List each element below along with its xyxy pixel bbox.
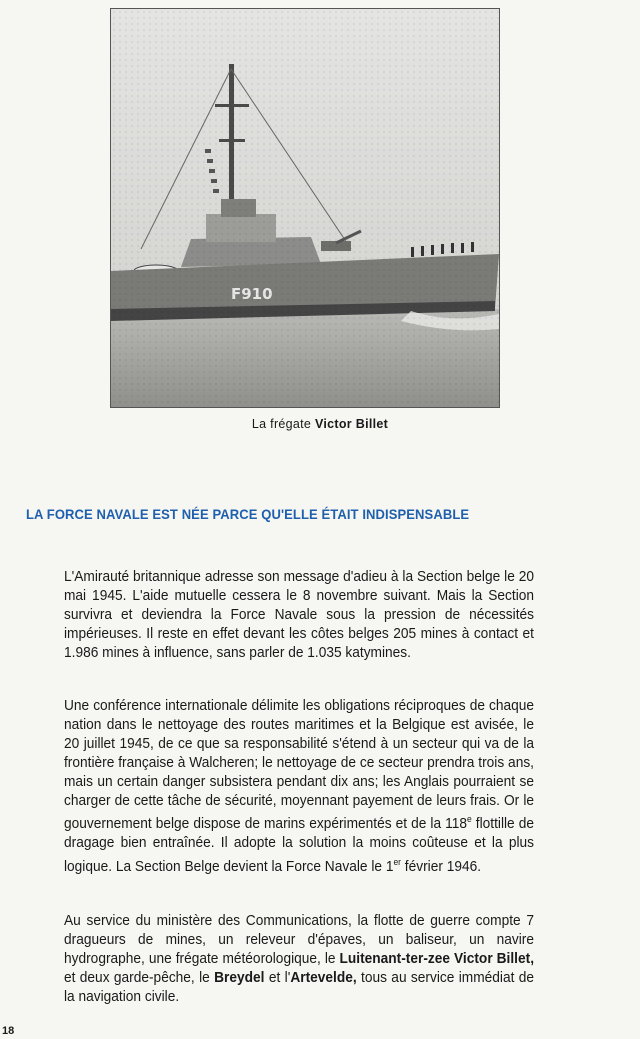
paragraph-3-text-e: tous au service immédiat de la navigation civile. [64,969,535,1005]
paragraph-2-text-c: février 1946. [400,858,482,875]
caption-ship-name: Victor Billet [314,417,389,431]
paragraph-3-text-a: Au service du ministère des Communications, la flotte de guerre compte 7 dragueurs de mines, un releveur d'épaves, un baliseur, un navire hydrographe, une frégate météorologique, le [64,913,534,967]
photo-caption [0,417,640,431]
paragraph-1 [64,568,534,663]
paragraph-2-text-a: Une conférence internationale délimite les obligations réciproques de chaque nation dans le nettoyage des routes maritimes et la Belgique est avisée, le 20 juillet 1945, de ce que sa responsabilité s'étend à un secteur qui va de la frontière française à Walcheren; le nettoyage de ce secteur prendra trois ans, mais un certain danger subsistera pendant dix ans; les Anglais pourraient se charger de cette tâche de sécurité, moyennant payement de leurs frais. Or le gouvernement belge dispose de marins expérimentés et de la 118 [64,698,534,833]
ordinal-superscript: er [393,857,401,868]
ship-name-breydel: Breydel [214,969,265,986]
paragraph-3 [64,912,534,1007]
ordinal-superscript: e [467,814,472,825]
paragraph-3-text-d: et l' [264,969,291,986]
frigate-image [111,9,499,407]
paragraph-1-text: L'Amirauté britannique adresse son message d'adieu à la Section belge le 20 mai 1945. L'aide mutuelle cessera le 8 novembre suivant. Mais la Section survivra et deviendra la Force Navale sous la pression de nécessités impérieuses. Il reste en effet devant les côtes belges 205 mines à contact et 1.986 mines à influence, sans parler de 1.035 katymines. [64,569,534,661]
ship-name-billet: Luitenant-ter-zee Victor Billet, [339,950,535,967]
paragraph-3-text-c: et deux garde-pêche, le [64,969,215,986]
paragraph-2-text-b: flottille de dragage bien entraînée. Il adopte la solution la moins coûteuse et la plus logique. La Section Belge devient la Force Navale le 1 [64,816,534,875]
page-number: 18 [2,1025,15,1037]
caption-prefix: La frégate [251,417,312,431]
section-headline: LA FORCE NAVALE EST NÉE PARCE QU'ELLE ÉTAIT INDISPENSABLE [26,506,470,522]
frigate-photo [110,8,500,408]
paragraph-2 [64,697,534,877]
ship-name-artevelde: Artevelde, [290,969,357,986]
